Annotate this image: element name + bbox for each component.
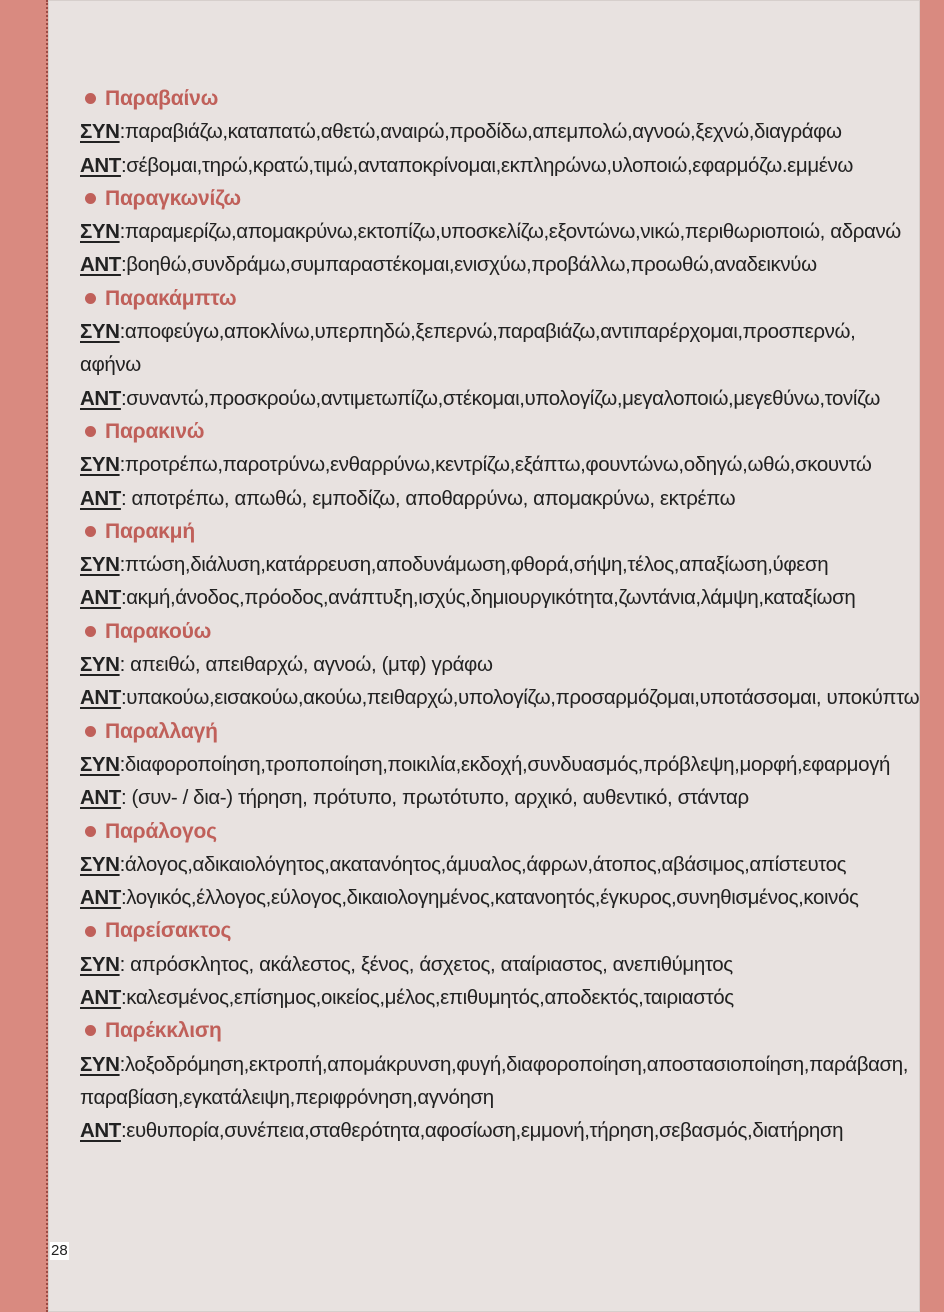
synonyms-line xyxy=(80,448,920,481)
bullet-icon xyxy=(85,926,96,937)
syn-label: ΣΥΝ xyxy=(80,220,120,244)
entry-word: Παρέκκλιση xyxy=(105,1019,222,1043)
ant-label: ΑΝΤ xyxy=(80,786,121,810)
syn-label: ΣΥΝ xyxy=(80,320,120,344)
entry-title xyxy=(80,1014,920,1047)
synonyms-text: :προτρέπω,παροτρύνω,ενθαρρύνω,κεντρίζω,εξάπτω,φουντώνω,οδηγώ,ωθώ,σκουντώ xyxy=(119,453,872,477)
synonyms-line xyxy=(80,315,920,382)
antonyms-text: :λογικός,έλλογος,εύλογος,δικαιολογημένος,κατανοητός,έγκυρος,συνηθισμένος,κοινός xyxy=(120,886,859,910)
synonyms-line xyxy=(80,948,920,981)
entry-word: Παραλλαγή xyxy=(105,719,218,743)
ant-label: ΑΝΤ xyxy=(80,386,121,410)
syn-label: ΣΥΝ xyxy=(80,852,120,876)
entry xyxy=(80,282,920,415)
entry-title xyxy=(80,415,920,448)
synonyms-text: :άλογος,αδικαιολόγητος,ακατανόητος,άμυαλος,άφρων,άτοπος,αβάσιμος,απίστευτος xyxy=(119,852,847,876)
bullet-icon xyxy=(85,826,96,837)
antonyms-text: :ευθυπορία,συνέπεια,σταθερότητα,αφοσίωση,εμμονή,τήρηση,σεβασμός,διατήρηση xyxy=(120,1119,844,1143)
bullet-icon xyxy=(85,426,96,437)
entry-title xyxy=(80,815,920,848)
entry-word: Παρακινώ xyxy=(105,419,205,443)
antonyms-line xyxy=(80,482,920,515)
entry-word: Παρακούω xyxy=(105,619,212,643)
synonyms-text: : απειθώ, απειθαρχώ, αγνοώ, (μτφ) γράφω xyxy=(119,653,493,677)
synonyms-text: :διαφοροποίηση,τροποποίηση,ποικιλία,εκδοχή,συνδυασμός,πρόβλεψη,μορφή,εφαρμογή xyxy=(119,752,890,776)
bullet-icon xyxy=(85,626,96,637)
entry-word: Παρείσακτος xyxy=(105,919,232,943)
right-border-band xyxy=(920,0,944,1312)
entry-list xyxy=(80,82,920,1148)
antonyms-text: :συναντώ,προσκρούω,αντιμετωπίζω,στέκομαι,υπολογίζω,μεγαλοποιώ,μεγεθύνω,τονίζω xyxy=(120,386,880,410)
antonyms-line xyxy=(80,981,920,1014)
syn-label: ΣΥΝ xyxy=(80,553,120,577)
entry xyxy=(80,914,920,1014)
ant-label: ΑΝΤ xyxy=(80,153,121,177)
ant-label: ΑΝΤ xyxy=(80,986,121,1010)
antonyms-text: : αποτρέπω, απωθώ, εμποδίζω, αποθαρρύνω, απομακρύνω, εκτρέπω xyxy=(120,486,736,510)
entry xyxy=(80,615,920,715)
entry-title xyxy=(80,515,920,548)
bullet-icon xyxy=(85,293,96,304)
ant-label: ΑΝΤ xyxy=(80,586,121,610)
antonyms-line xyxy=(80,781,920,814)
entry-title xyxy=(80,914,920,947)
antonyms-line xyxy=(80,881,920,914)
entry-title xyxy=(80,715,920,748)
syn-label: ΣΥΝ xyxy=(80,752,120,776)
syn-label: ΣΥΝ xyxy=(80,120,120,144)
entry-title xyxy=(80,82,920,115)
syn-label: ΣΥΝ xyxy=(80,653,120,677)
ant-label: ΑΝΤ xyxy=(80,253,121,277)
left-border-band xyxy=(0,0,48,1312)
antonyms-line xyxy=(80,248,920,281)
antonyms-line xyxy=(80,382,920,415)
entry xyxy=(80,815,920,915)
ant-label: ΑΝΤ xyxy=(80,486,121,510)
entry-word: Παρακάμπτω xyxy=(105,286,237,310)
syn-label: ΣΥΝ xyxy=(80,1052,120,1076)
entry-title xyxy=(80,282,920,315)
antonyms-text: :καλεσμένος,επίσημος,οικείος,μέλος,επιθυμητός,αποδεκτός,ταιριαστός xyxy=(120,986,734,1010)
synonyms-text: :αποφεύγω,αποκλίνω,υπερπηδώ,ξεπερνώ,παραβιάζω,αντιπαρέρχομαι,προσπερνώ, αφήνω xyxy=(80,320,856,377)
antonyms-text: :υπακούω,εισακούω,ακούω,πειθαρχώ,υπολογίζω,προσαρμόζομαι,υποτάσσομαι, υποκύπτω xyxy=(120,686,920,710)
ant-label: ΑΝΤ xyxy=(80,886,121,910)
antonyms-line xyxy=(80,149,920,182)
entry xyxy=(80,515,920,615)
synonyms-line xyxy=(80,848,920,881)
entry xyxy=(80,82,920,182)
entry-word: Παρακμή xyxy=(105,519,195,543)
bullet-icon xyxy=(85,526,96,537)
entry xyxy=(80,715,920,815)
syn-label: ΣΥΝ xyxy=(80,952,120,976)
entry xyxy=(80,415,920,515)
antonyms-text: :βοηθώ,συνδράμω,συμπαραστέκομαι,ενισχύω,προβάλλω,προωθώ,αναδεικνύω xyxy=(120,253,817,277)
synonyms-line xyxy=(80,548,920,581)
entry xyxy=(80,182,920,282)
entry-title xyxy=(80,615,920,648)
antonyms-text: :σέβομαι,τηρώ,κρατώ,τιμώ,ανταποκρίνομαι,εκπληρώνω,υλοποιώ,εφαρμόζω.εμμένω xyxy=(120,153,853,177)
synonyms-line xyxy=(80,1048,920,1115)
antonyms-line xyxy=(80,1114,920,1147)
synonyms-line xyxy=(80,215,920,248)
bullet-icon xyxy=(85,1025,96,1036)
bullet-icon xyxy=(85,93,96,104)
entry-word: Παραβαίνω xyxy=(105,87,219,110)
entry-word: Παράλογος xyxy=(105,819,217,843)
synonyms-line xyxy=(80,748,920,781)
synonyms-line xyxy=(80,115,920,148)
synonyms-text: : απρόσκλητος, ακάλεστος, ξένος, άσχετος, αταίριαστος, ανεπιθύμητος xyxy=(119,952,733,976)
antonyms-line xyxy=(80,681,920,714)
synonyms-text: :παραμερίζω,απομακρύνω,εκτοπίζω,υποσκελίζω,εξοντώνω,νικώ,περιθωριοποιώ, αδρανώ xyxy=(119,220,901,244)
syn-label: ΣΥΝ xyxy=(80,453,120,477)
entry-word: Παραγκωνίζω xyxy=(105,186,241,210)
synonyms-text: :παραβιάζω,καταπατώ,αθετώ,αναιρώ,προδίδω,απεμπολώ,αγνοώ,ξεχνώ,διαγράφω xyxy=(119,120,842,144)
bullet-icon xyxy=(85,193,96,204)
page-number: 28 xyxy=(51,1242,68,1259)
synonyms-text: :πτώση,διάλυση,κατάρρευση,αποδυνάμωση,φθορά,σήψη,τέλος,απαξίωση,ύφεση xyxy=(119,553,829,577)
antonyms-text: :ακμή,άνοδος,πρόοδος,ανάπτυξη,ισχύς,δημιουργικότητα,ζωντάνια,λάμψη,καταξίωση xyxy=(120,586,856,610)
bullet-icon xyxy=(85,726,96,737)
ant-label: ΑΝΤ xyxy=(80,1119,121,1143)
antonyms-line xyxy=(80,581,920,614)
ant-label: ΑΝΤ xyxy=(80,686,121,710)
antonyms-text: : (συν- / δια-) τήρηση, πρότυπο, πρωτότυπο, αρχικό, αυθεντικό, στάνταρ xyxy=(120,786,749,810)
entry-title xyxy=(80,182,920,215)
synonyms-line xyxy=(80,648,920,681)
synonyms-text: :λοξοδρόμηση,εκτροπή,απομάκρυνση,φυγή,διαφοροποίηση,αποστασιοποίηση,παράβαση, παραβίαση,εγκατάλειψη,περιφρόνηση,αγνόηση xyxy=(80,1052,909,1109)
entry xyxy=(80,1014,920,1147)
